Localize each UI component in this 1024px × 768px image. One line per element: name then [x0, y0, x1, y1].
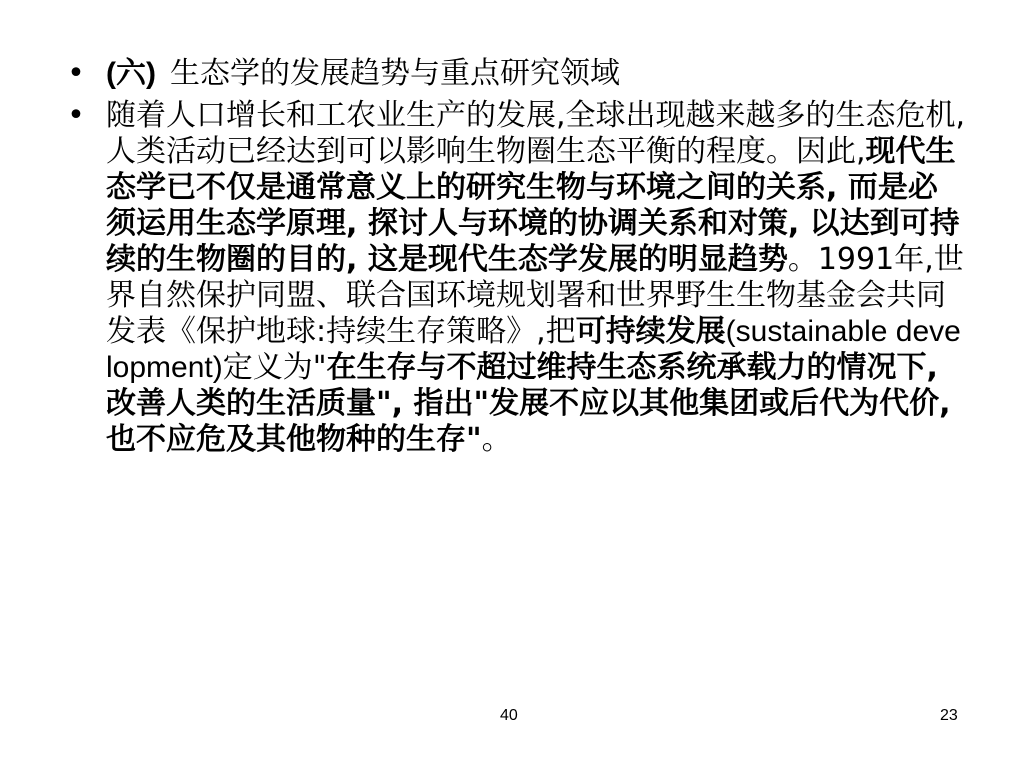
heading-prefix: (六) — [106, 57, 156, 90]
bullet-marker: • — [67, 98, 85, 133]
heading-title: 生态学的发展趋势与重点研究领域 — [169, 56, 620, 91]
bullet-marker: • — [67, 56, 85, 91]
body-text-end: 。 — [481, 422, 512, 457]
body-text-intro: 随着人口增长和工农业生产的发展,全球出现越来越多的生态危机,人类活动已经达到可以影响生物圈生态平衡的程度。因此, — [106, 98, 966, 169]
bullet-item-body — [58, 98, 978, 458]
body-text-emphasis-sustainable: 可持续发展 — [575, 314, 726, 349]
body-text-emphasis-definition: 在生存与不超过维持生态系统承载力的情况下, 改善人类的生活质量", 指出"发展不应以其他集团或后代为代价, 也不应危及其他物种的生存" — [106, 350, 951, 457]
body-text-emphasis-trend: 现代生态学已不仅是通常意义上的研究生物与环境之间的关系, 而是必须运用生态学原理, 探讨人与环境的协调关系和对策, 以达到可持续的生物圈的目的, 这是现代生态学发展的明显趋势 — [106, 134, 960, 277]
body-paragraph — [106, 98, 966, 458]
heading-text — [106, 56, 966, 92]
body-text-history: 。1991年,世界自然保护同盟、联合国环境规划署和世界野生生物基金会共同发表《保护地球:持续生存策略》,把 — [106, 242, 964, 349]
body-text-definition-lead: 定义为" — [222, 350, 327, 385]
bullet-list — [58, 56, 978, 464]
bullet-item-heading — [58, 56, 978, 92]
body-text-english-term: (sustainable development) — [106, 315, 961, 384]
footer-page-number-left: 40 — [500, 707, 518, 724]
footer-page-number-right: 23 — [940, 707, 958, 724]
